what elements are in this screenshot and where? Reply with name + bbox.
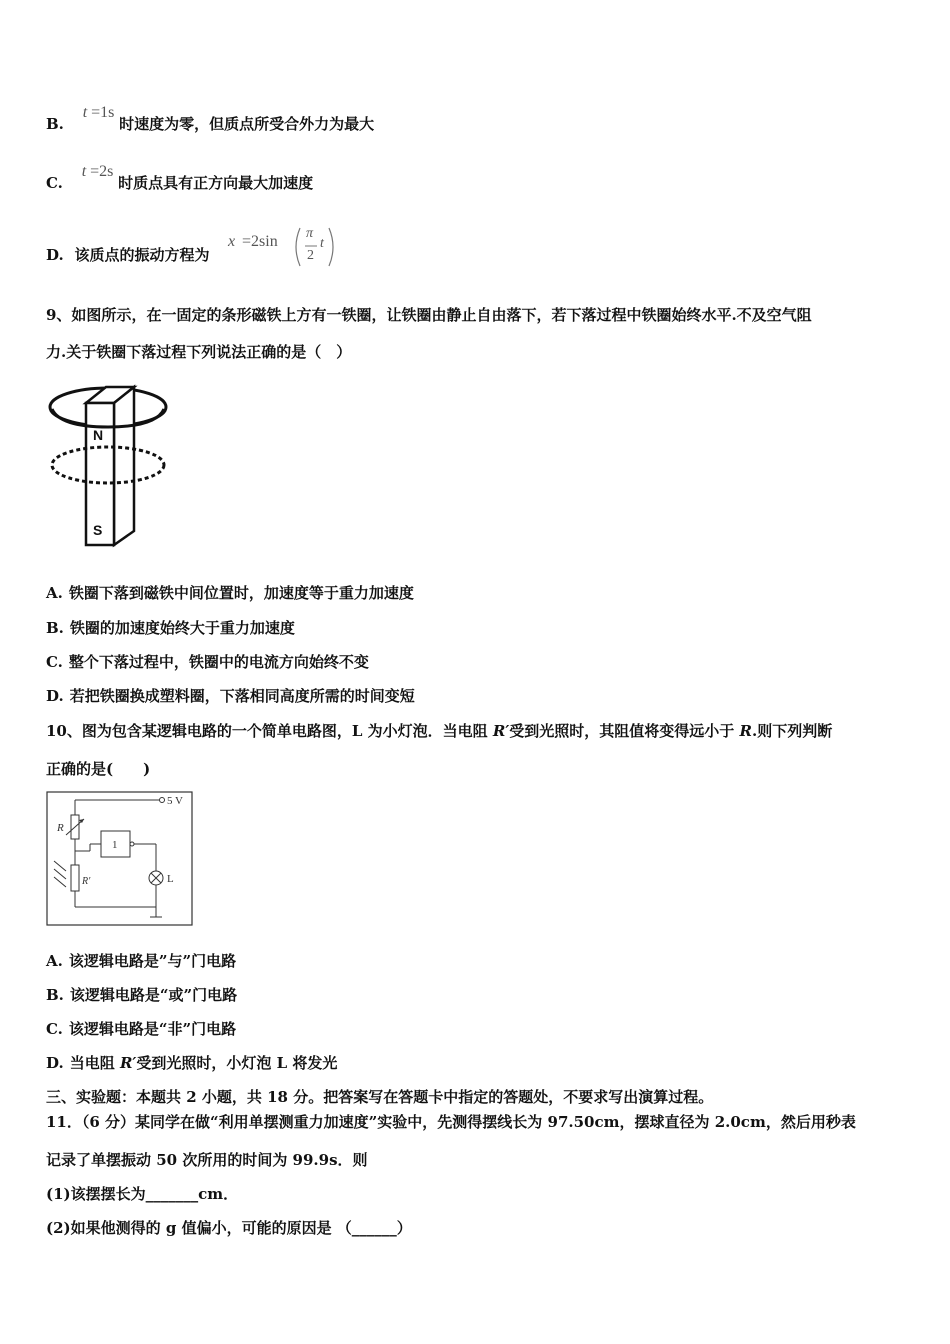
- q11-sub2: (2)如果他测得的 g 值偏小，可能的原因是 （______）: [46, 1219, 412, 1237]
- q9-option-b: B. 铁圈的加速度始终大于重力加速度: [46, 619, 295, 637]
- north-pole-label: N: [93, 427, 104, 443]
- option-label: B.: [46, 115, 64, 133]
- q10-option-d: D. 当电阻 R′受到光照时，小灯泡 L 将发光: [46, 1054, 338, 1072]
- q10-option-b: B. 该逻辑电路是“或”门电路: [46, 986, 238, 1004]
- r-prime-label: R′: [82, 876, 91, 887]
- q9-option-c: C. 整个下落过程中，铁圈中的电流方向始终不变: [46, 653, 369, 671]
- math-t-equals-1s: t =1s: [82, 104, 115, 121]
- frac-numerator: π: [306, 226, 314, 241]
- magnet-ring-figure: [46, 383, 171, 551]
- option-d-prev: [46, 245, 210, 265]
- option-c-prev: [46, 163, 314, 194]
- option-text: 该质点的振动方程为: [74, 246, 210, 264]
- q9-option-a: A. 铁圈下落到磁铁中间位置时，加速度等于重力加速度: [46, 584, 414, 602]
- gate-label: 1: [112, 839, 118, 851]
- q11-line2: 记录了单摆振动 50 次所用的时间为 99.9s．则: [46, 1151, 368, 1169]
- section-3-heading: 三、实验题：本题共 2 小题，共 18 分。把答案写在答题卡中指定的答题处，不要求写出演算过程。: [46, 1088, 714, 1106]
- q9-line2: 力.关于铁圈下落过程下列说法正确的是（ ）: [46, 343, 352, 361]
- option-text: 时质点具有正方向最大加速度: [118, 174, 314, 192]
- option-label: D.: [46, 246, 64, 264]
- supply-label: 5 V: [167, 795, 183, 807]
- math-t: t: [320, 236, 324, 251]
- q9-line1: 9、如图所示，在一固定的条形磁铁上方有一铁圈，让铁圈由静止自由落下，若下落过程中铁圈始终水平.不及空气阻: [46, 306, 812, 324]
- q11-line1: 11．（6 分）某同学在做“利用单摆测重力加速度”实验中，先测得摆线长为 97.50cm，摆球直径为 2.0cm，然后用秒表: [46, 1113, 856, 1131]
- south-pole-label: S: [93, 522, 103, 538]
- q10-option-a: A. 该逻辑电路是”与”门电路: [46, 952, 237, 970]
- option-text: 时速度为零，但质点所受合外力为最大: [119, 115, 375, 133]
- r-label: R: [57, 822, 64, 834]
- math-t-equals-2s: t =2s: [81, 163, 114, 180]
- logic-circuit-figure: [46, 791, 194, 927]
- q10-line2: 正确的是( ): [46, 760, 151, 778]
- math-eq-2sin: =2sin: [242, 233, 278, 250]
- q10-option-c: C. 该逻辑电路是“非”门电路: [46, 1020, 237, 1038]
- q10-line1: 10、图为包含某逻辑电路的一个简单电路图，L 为小灯泡．当电阻 R′受到光照时，其阻值将变得远小于 R.则下列判断: [46, 722, 833, 740]
- q9-option-d: D. 若把铁圈换成塑料圈，下落相同高度所需的时间变短: [46, 687, 415, 705]
- lamp-label: L: [167, 873, 174, 885]
- q11-sub1: (1)该摆摆长为_______cm．: [46, 1185, 239, 1203]
- vibration-equation: [228, 224, 340, 270]
- option-label: C.: [46, 174, 63, 192]
- math-x: x: [228, 233, 236, 250]
- frac-denominator: 2: [307, 248, 314, 263]
- option-b-prev: [46, 104, 375, 135]
